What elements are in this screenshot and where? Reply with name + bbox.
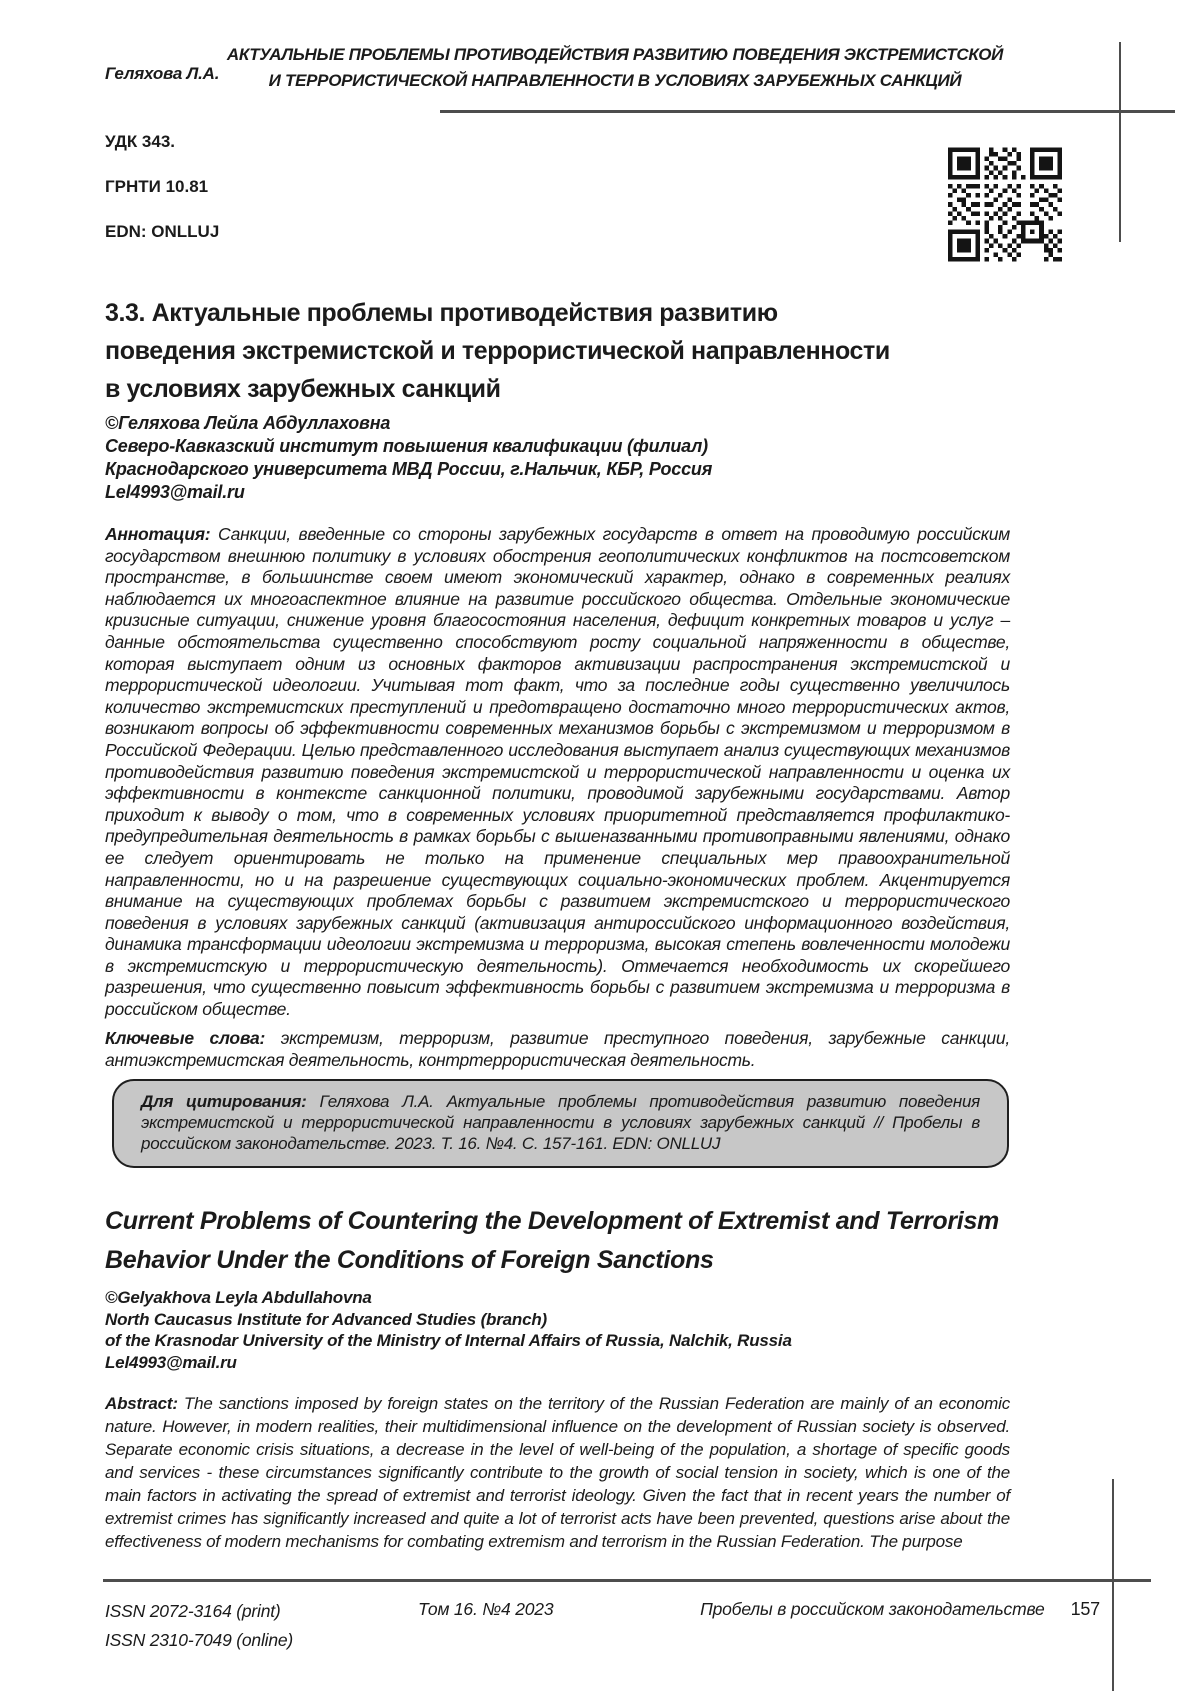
annotation-label: Аннотация: xyxy=(105,524,211,544)
author-block-en xyxy=(105,1287,1010,1373)
abstract-text: The sanctions imposed by foreign states on the territory of the Russian Federation are mainly of an economic nature. However, in modern realities, their multidimensional influence on the development of Russian society is observed. Separate economic crisis situations, a decrease in the level of well-being of the population, a shortage of specific goods and services - these circumstances significantly contribute to the growth of social tension in society, which is one of the main factors in activating the spread of extremist and terrorist ideology. Given the fact that in recent years the number of extremist crimes has significantly increased and quite a lot of terrorist acts have been prevented, questions arise about the effectiveness of modern mechanisms for combating extremism and terrorism in the Russian Federation. The purpose xyxy=(105,1394,1011,1551)
article-title-en xyxy=(105,1202,1065,1280)
article-title-ru xyxy=(105,294,1065,408)
author-email-en: Lel4993@mail.ru xyxy=(105,1352,237,1372)
affiliation-en-1: North Caucasus Institute for Advanced Studies (branch) xyxy=(105,1309,547,1329)
author-name-ru: ©Геляхова Лейла Абдуллаховна xyxy=(105,413,391,433)
article-title-en-line-2: Behavior Under the Conditions of Foreign Sanctions xyxy=(105,1246,714,1274)
annotation-text: Санкции, введенные со стороны зарубежных государств в ответ на проводимую российским государством внешнюю политику в условиях обострения геополитических конфликтов на постсоветском пространстве, в большинстве своем имеют экономический характер, однако в современных реалиях наблюдается их многоаспектное влияние на развитие российского общества. Отдельные экономические кризисные ситуации, снижение уровня благосостояния населения, дефицит конкретных товаров и услуг – данные обстоятельства существенно способствуют росту социальной напряженности в обществе, которая выступает одним из основных факторов активизации распространения экстремистской и террористической идеологии. Учитывая тот факт, что за последние годы существенно увеличилось количество экстремистских преступлений и предотвращено достаточно много террористических актов, возникают вопросы об эффективности современных механизмов борьбы с экстремизмом и терроризмом в Российской Федерации. Целью представленного исследования выступает анализ существующих механизмов противодействия развитию поведения экстремистской и террористической направленности и оценка их эффективности в контексте санкционной политики, проводимой зарубежными государствами. Автор приходит к выводу о том, что в современных условиях приоритетной представляется профилактико-предупредительная деятельность в рамках борьбы с вышеназванными противоправными явлениями, однако ее следует ориентировать не только на применение специальных мер правоохранительной направленности, но и на разрешение существующих социально-экономических проблем. Акцентируется внимание на существующих проблемах борьбы с развитием экстремистского и террористического поведения в условиях зарубежных санкций (активизация антироссийского информационного воздействия, динамика трансформации идеологии экстремизма и терроризма, высокая степень вовлеченности молодежи в экстремистскую и террористическую деятельность). Отмечается необходимость их скорейшего разрешения, что существенно повысит эффективность борьбы с развитием экстремизма и терроризма в российском обществе. xyxy=(105,524,1010,1020)
udk-code: УДК 343. xyxy=(105,132,176,151)
keywords-text: экстремизм, терроризм, развитие преступного поведения, зарубежные санкции, антиэкстремистская деятельность, контртеррористическая деятельность. xyxy=(105,1028,1011,1070)
article-title-ru-line-2: поведения экстремистской и террористической направленности xyxy=(105,337,890,365)
qr-code-icon xyxy=(948,147,1062,262)
citation-box xyxy=(112,1079,1009,1168)
author-name-en: ©Gelyakhova Leyla Abdullahovna xyxy=(105,1288,372,1307)
abstract-paragraph xyxy=(105,1392,1010,1553)
page-number: 157 xyxy=(1070,1599,1100,1619)
affiliation-ru-2: Краснодарского университета МВД России, г.Нальчик, КБР, Россия xyxy=(105,459,713,479)
running-title-line-2: И ТЕРРОРИСТИЧЕСКОЙ НАПРАВЛЕННОСТИ В УСЛОВИЯХ ЗАРУБЕЖНЫХ САНКЦИЙ xyxy=(268,71,962,90)
running-title-line-1: АКТУАЛЬНЫЕ ПРОБЛЕМЫ ПРОТИВОДЕЙСТВИЯ РАЗВИТИЮ ПОВЕДЕНИЯ ЭКСТРЕМИСТСКОЙ xyxy=(226,45,1004,64)
running-title xyxy=(210,42,1020,94)
affiliation-en-2: of the Krasnodar University of the Ministry of Internal Affairs of Russia, Nalchik, Russia xyxy=(105,1331,792,1350)
journal-name: Пробелы в российском законодательстве xyxy=(700,1599,1045,1619)
page-footer xyxy=(105,1597,1100,1655)
keywords-label: Ключевые слова: xyxy=(105,1028,266,1048)
grnti-code: ГРНТИ 10.81 xyxy=(105,177,209,196)
abstract-label: Abstract: xyxy=(105,1394,178,1413)
corner-mark-bottom xyxy=(1112,1479,1114,1691)
article-title-ru-line-3: в условиях зарубежных санкций xyxy=(105,375,501,403)
volume-info: Том 16. №4 2023 xyxy=(418,1599,554,1619)
footer-rule xyxy=(103,1579,1151,1582)
header-rule xyxy=(440,110,1175,113)
edn-code: EDN: ONLLUJ xyxy=(105,222,220,241)
affiliation-ru-1: Северо-Кавказский институт повышения квалификации (филиал) xyxy=(105,436,708,456)
article-title-ru-line-1: 3.3. Актуальные проблемы противодействия развитию xyxy=(105,299,778,327)
citation-label: Для цитирования: xyxy=(141,1092,307,1111)
citation-text: Геляхова Л.А. Актуальные проблемы противодействия развитию поведения экстремистской и террористической направленности в условиях зарубежных санкций // Пробелы в российском законодательстве. 2023. Т. 16. №4. С. 157-161. EDN: ONLLUJ xyxy=(141,1092,980,1153)
article-meta xyxy=(105,132,219,267)
keywords-paragraph xyxy=(105,1028,1010,1071)
corner-mark-top xyxy=(1119,42,1121,242)
footer-right xyxy=(700,1599,1100,1620)
author-email-ru: Lel4993@mail.ru xyxy=(105,482,245,502)
author-block-ru xyxy=(105,412,1010,504)
annotation-paragraph xyxy=(105,524,1010,1021)
issn-print: ISSN 2072-3164 (print) xyxy=(105,1601,281,1621)
issn-online: ISSN 2310-7049 (online) xyxy=(105,1630,294,1650)
article-title-en-line-1: Current Problems of Countering the Development of Extremist and Terrorism xyxy=(105,1207,999,1235)
header-author-short: Геляхова Л.А. xyxy=(105,64,220,83)
